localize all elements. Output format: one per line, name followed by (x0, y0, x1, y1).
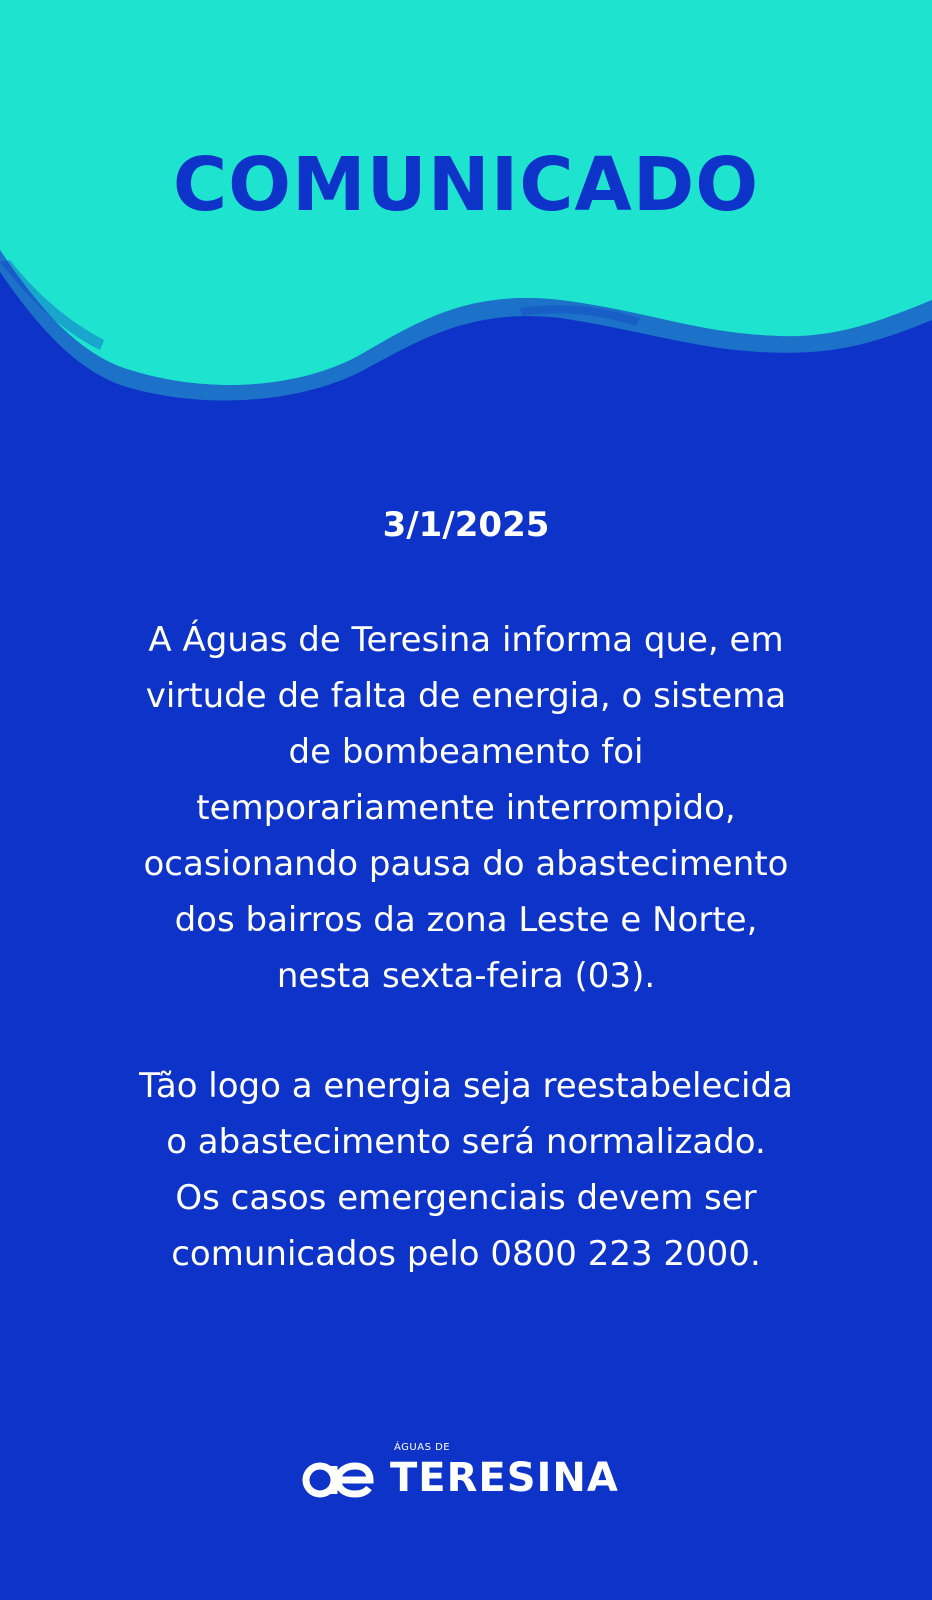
notice-paragraph-1 (90, 612, 842, 1004)
paragraph-line: ocasionando pausa do abastecimento (143, 844, 789, 884)
paragraph-line: de bombeamento foi (288, 732, 644, 772)
logo-wordmark: TERESINA (390, 1455, 619, 1501)
paragraph-line: A Águas de Teresina informa que, em (148, 620, 784, 660)
paragraph-line: nesta sexta-feira (03). (276, 956, 656, 996)
page-title: COMUNICADO (172, 142, 760, 228)
paragraph-line: Os casos emergenciais devem ser (175, 1178, 757, 1218)
notice-paragraph-2 (90, 1058, 842, 1282)
ae-monogram-icon (300, 1454, 380, 1504)
paragraph-line: dos bairros da zona Leste e Norte, (174, 900, 758, 940)
paragraph-line: o abastecimento será normalizado. (166, 1122, 766, 1162)
paragraph-line: virtude de falta de energia, o sistema (145, 676, 787, 716)
logo-prefix: ÁGUAS DE (394, 1442, 451, 1453)
paragraph-line: comunicados pelo 0800 223 2000. (171, 1234, 761, 1274)
aguas-de-teresina-logo (300, 1442, 632, 1512)
paragraph-line: temporariamente interrompido, (196, 788, 736, 828)
notice-date: 3/1/2025 (382, 505, 550, 545)
paragraph-line: Tão logo a energia seja reestabelecida (139, 1066, 793, 1106)
